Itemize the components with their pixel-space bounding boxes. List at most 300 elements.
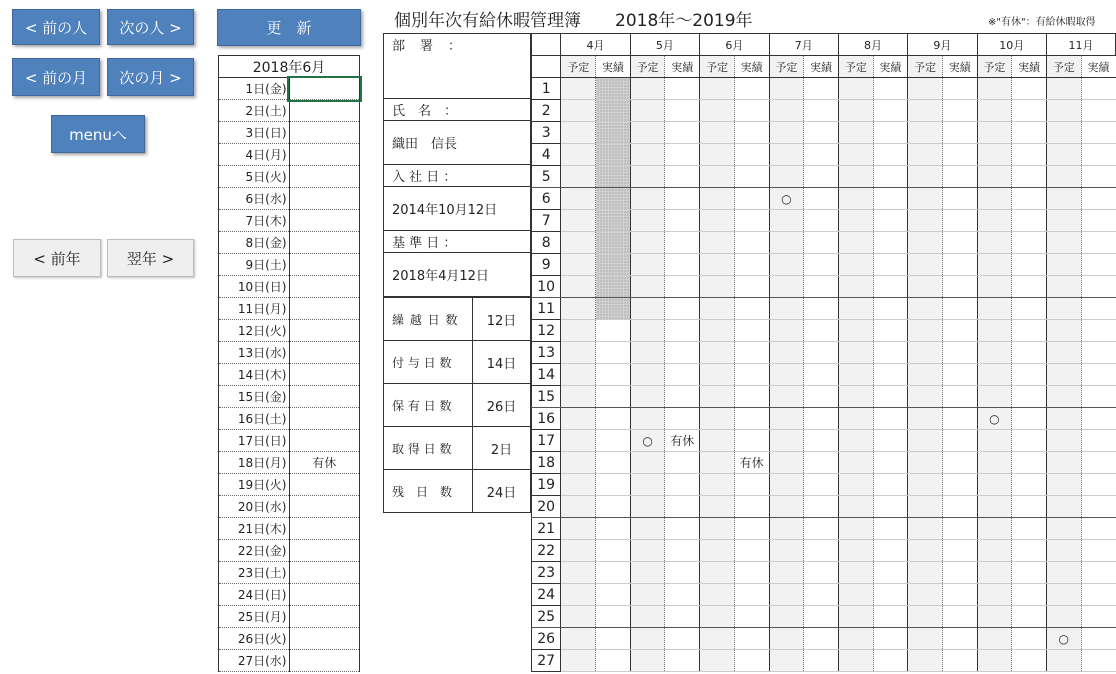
actual-cell[interactable] — [734, 386, 769, 408]
actual-cell[interactable] — [734, 650, 769, 672]
actual-cell[interactable] — [873, 166, 908, 188]
plan-cell[interactable] — [977, 606, 1012, 628]
plan-cell[interactable] — [977, 342, 1012, 364]
actual-cell[interactable] — [1012, 606, 1047, 628]
plan-cell[interactable] — [977, 276, 1012, 298]
plan-cell[interactable] — [977, 166, 1012, 188]
plan-cell[interactable] — [630, 584, 665, 606]
plan-cell[interactable] — [908, 188, 943, 210]
actual-cell[interactable] — [1012, 364, 1047, 386]
plan-cell[interactable] — [700, 100, 735, 122]
actual-cell[interactable] — [1081, 298, 1115, 320]
actual-cell[interactable] — [873, 78, 908, 100]
actual-cell[interactable] — [1081, 254, 1115, 276]
plan-cell[interactable] — [908, 342, 943, 364]
actual-cell[interactable]: 有休 — [665, 430, 700, 452]
plan-cell[interactable] — [700, 540, 735, 562]
plan-cell[interactable] — [1046, 166, 1081, 188]
calendar-value-cell[interactable] — [289, 210, 360, 232]
plan-cell[interactable] — [561, 276, 596, 298]
actual-cell[interactable] — [596, 364, 631, 386]
actual-cell[interactable] — [596, 188, 631, 210]
actual-cell[interactable] — [873, 540, 908, 562]
actual-cell[interactable] — [873, 254, 908, 276]
actual-cell[interactable] — [942, 254, 977, 276]
plan-cell[interactable] — [769, 584, 804, 606]
actual-cell[interactable] — [665, 210, 700, 232]
actual-cell[interactable] — [665, 254, 700, 276]
plan-cell[interactable] — [1046, 78, 1081, 100]
plan-cell[interactable] — [838, 122, 873, 144]
actual-cell[interactable] — [665, 452, 700, 474]
plan-cell[interactable] — [1046, 584, 1081, 606]
actual-cell[interactable] — [1081, 122, 1115, 144]
actual-cell[interactable] — [734, 320, 769, 342]
plan-cell[interactable] — [838, 628, 873, 650]
actual-cell[interactable] — [734, 430, 769, 452]
plan-cell[interactable] — [561, 188, 596, 210]
calendar-value-cell[interactable] — [289, 650, 360, 672]
calendar-value-cell[interactable] — [289, 386, 360, 408]
plan-cell[interactable] — [700, 188, 735, 210]
plan-cell[interactable] — [630, 606, 665, 628]
plan-cell[interactable] — [561, 474, 596, 496]
plan-cell[interactable] — [630, 166, 665, 188]
actual-cell[interactable] — [1081, 276, 1115, 298]
calendar-value-cell[interactable] — [289, 408, 360, 430]
actual-cell[interactable] — [734, 562, 769, 584]
plan-cell[interactable] — [700, 342, 735, 364]
actual-cell[interactable] — [873, 232, 908, 254]
calendar-value-cell[interactable] — [289, 606, 360, 628]
actual-cell[interactable] — [942, 166, 977, 188]
plan-cell[interactable] — [908, 628, 943, 650]
actual-cell[interactable] — [596, 122, 631, 144]
calendar-value-cell[interactable] — [289, 474, 360, 496]
plan-cell[interactable] — [630, 144, 665, 166]
actual-cell[interactable] — [1081, 562, 1115, 584]
actual-cell[interactable] — [665, 364, 700, 386]
actual-cell[interactable] — [804, 496, 839, 518]
actual-cell[interactable] — [873, 584, 908, 606]
actual-cell[interactable] — [665, 100, 700, 122]
plan-cell[interactable] — [630, 298, 665, 320]
actual-cell[interactable] — [1012, 298, 1047, 320]
actual-cell[interactable] — [1081, 320, 1115, 342]
actual-cell[interactable] — [804, 122, 839, 144]
actual-cell[interactable] — [734, 78, 769, 100]
plan-cell[interactable] — [561, 78, 596, 100]
actual-cell[interactable] — [873, 452, 908, 474]
actual-cell[interactable] — [804, 540, 839, 562]
plan-cell[interactable] — [561, 452, 596, 474]
plan-cell[interactable] — [1046, 562, 1081, 584]
plan-cell[interactable] — [630, 276, 665, 298]
plan-cell[interactable] — [769, 320, 804, 342]
plan-cell[interactable] — [561, 320, 596, 342]
calendar-value-cell[interactable] — [289, 144, 360, 166]
actual-cell[interactable] — [804, 166, 839, 188]
plan-cell[interactable] — [838, 276, 873, 298]
actual-cell[interactable] — [596, 408, 631, 430]
join-date-value[interactable]: 2014年10月12日 — [384, 187, 531, 231]
actual-cell[interactable] — [1012, 254, 1047, 276]
plan-cell[interactable] — [1046, 188, 1081, 210]
plan-cell[interactable] — [908, 584, 943, 606]
actual-cell[interactable] — [734, 100, 769, 122]
actual-cell[interactable] — [665, 232, 700, 254]
plan-cell[interactable] — [700, 210, 735, 232]
actual-cell[interactable] — [942, 452, 977, 474]
actual-cell[interactable] — [665, 562, 700, 584]
plan-cell[interactable] — [977, 254, 1012, 276]
actual-cell[interactable] — [596, 650, 631, 672]
plan-cell[interactable] — [561, 166, 596, 188]
actual-cell[interactable] — [596, 166, 631, 188]
actual-cell[interactable] — [873, 144, 908, 166]
name-value[interactable]: 織田 信長 — [384, 121, 531, 165]
plan-cell[interactable] — [769, 166, 804, 188]
plan-cell[interactable] — [1046, 254, 1081, 276]
actual-cell[interactable] — [1081, 584, 1115, 606]
plan-cell[interactable] — [769, 100, 804, 122]
plan-cell[interactable] — [630, 210, 665, 232]
actual-cell[interactable] — [804, 584, 839, 606]
plan-cell[interactable] — [769, 650, 804, 672]
plan-cell[interactable] — [561, 144, 596, 166]
plan-cell[interactable] — [561, 232, 596, 254]
actual-cell[interactable] — [804, 320, 839, 342]
actual-cell[interactable] — [873, 364, 908, 386]
plan-cell[interactable] — [1046, 364, 1081, 386]
actual-cell[interactable] — [804, 364, 839, 386]
plan-cell[interactable] — [700, 386, 735, 408]
plan-cell[interactable] — [838, 166, 873, 188]
actual-cell[interactable] — [1012, 540, 1047, 562]
actual-cell[interactable] — [804, 518, 839, 540]
plan-cell[interactable] — [1046, 452, 1081, 474]
plan-cell[interactable] — [700, 298, 735, 320]
actual-cell[interactable] — [1012, 518, 1047, 540]
actual-cell[interactable] — [942, 364, 977, 386]
prev-year-button[interactable]: < 前年 — [13, 239, 101, 277]
calendar-value-cell[interactable] — [289, 78, 360, 100]
plan-cell[interactable]: ○ — [1046, 628, 1081, 650]
plan-cell[interactable] — [1046, 298, 1081, 320]
menu-button[interactable]: menuへ — [51, 115, 145, 153]
actual-cell[interactable] — [942, 584, 977, 606]
plan-cell[interactable] — [838, 320, 873, 342]
actual-cell[interactable] — [1012, 122, 1047, 144]
actual-cell[interactable] — [942, 606, 977, 628]
actual-cell[interactable] — [596, 518, 631, 540]
actual-cell[interactable] — [596, 342, 631, 364]
actual-cell[interactable] — [1012, 650, 1047, 672]
plan-cell[interactable] — [769, 562, 804, 584]
actual-cell[interactable] — [1081, 78, 1115, 100]
actual-cell[interactable] — [596, 210, 631, 232]
actual-cell[interactable] — [942, 474, 977, 496]
plan-cell[interactable] — [630, 320, 665, 342]
plan-cell[interactable] — [1046, 320, 1081, 342]
actual-cell[interactable] — [804, 78, 839, 100]
plan-cell[interactable] — [977, 562, 1012, 584]
actual-cell[interactable] — [596, 496, 631, 518]
plan-cell[interactable] — [561, 100, 596, 122]
actual-cell[interactable] — [873, 276, 908, 298]
plan-cell[interactable] — [769, 430, 804, 452]
actual-cell[interactable] — [804, 452, 839, 474]
plan-cell[interactable] — [1046, 518, 1081, 540]
plan-cell[interactable] — [769, 122, 804, 144]
plan-cell[interactable] — [977, 298, 1012, 320]
plan-cell[interactable] — [908, 122, 943, 144]
plan-cell[interactable] — [700, 408, 735, 430]
actual-cell[interactable] — [1081, 628, 1115, 650]
plan-cell[interactable]: ○ — [977, 408, 1012, 430]
calendar-value-cell[interactable] — [289, 540, 360, 562]
actual-cell[interactable] — [596, 584, 631, 606]
plan-cell[interactable] — [769, 276, 804, 298]
plan-cell[interactable] — [977, 100, 1012, 122]
plan-cell[interactable] — [769, 144, 804, 166]
plan-cell[interactable] — [630, 650, 665, 672]
actual-cell[interactable] — [804, 254, 839, 276]
plan-cell[interactable] — [630, 364, 665, 386]
actual-cell[interactable] — [734, 540, 769, 562]
actual-cell[interactable] — [1012, 408, 1047, 430]
plan-cell[interactable] — [908, 518, 943, 540]
plan-cell[interactable] — [908, 408, 943, 430]
plan-cell[interactable] — [838, 606, 873, 628]
actual-cell[interactable] — [1012, 562, 1047, 584]
actual-cell[interactable] — [665, 320, 700, 342]
actual-cell[interactable] — [804, 298, 839, 320]
actual-cell[interactable] — [596, 320, 631, 342]
plan-cell[interactable] — [838, 144, 873, 166]
actual-cell[interactable] — [734, 122, 769, 144]
actual-cell[interactable] — [734, 628, 769, 650]
plan-cell[interactable] — [769, 452, 804, 474]
plan-cell[interactable] — [1046, 386, 1081, 408]
plan-cell[interactable] — [700, 606, 735, 628]
plan-cell[interactable] — [769, 78, 804, 100]
plan-cell[interactable] — [1046, 122, 1081, 144]
plan-cell[interactable] — [769, 386, 804, 408]
actual-cell[interactable] — [1012, 452, 1047, 474]
actual-cell[interactable] — [804, 100, 839, 122]
calendar-value-cell[interactable] — [289, 584, 360, 606]
actual-cell[interactable] — [873, 298, 908, 320]
plan-cell[interactable] — [700, 584, 735, 606]
actual-cell[interactable] — [942, 386, 977, 408]
actual-cell[interactable] — [873, 496, 908, 518]
plan-cell[interactable] — [838, 188, 873, 210]
actual-cell[interactable] — [1081, 100, 1115, 122]
plan-cell[interactable] — [977, 364, 1012, 386]
plan-cell[interactable] — [630, 562, 665, 584]
plan-cell[interactable] — [700, 628, 735, 650]
plan-cell[interactable] — [908, 430, 943, 452]
actual-cell[interactable] — [665, 298, 700, 320]
plan-cell[interactable] — [908, 144, 943, 166]
actual-cell[interactable] — [873, 122, 908, 144]
plan-cell[interactable] — [700, 144, 735, 166]
actual-cell[interactable] — [1012, 188, 1047, 210]
actual-cell[interactable] — [1081, 342, 1115, 364]
actual-cell[interactable] — [734, 408, 769, 430]
plan-cell[interactable] — [1046, 144, 1081, 166]
actual-cell[interactable] — [734, 188, 769, 210]
calendar-value-cell[interactable] — [289, 562, 360, 584]
plan-cell[interactable] — [838, 100, 873, 122]
actual-cell[interactable] — [1081, 650, 1115, 672]
actual-cell[interactable] — [1012, 496, 1047, 518]
actual-cell[interactable] — [596, 430, 631, 452]
plan-cell[interactable] — [1046, 210, 1081, 232]
actual-cell[interactable] — [942, 628, 977, 650]
plan-cell[interactable] — [1046, 540, 1081, 562]
plan-cell[interactable] — [838, 78, 873, 100]
plan-cell[interactable] — [561, 540, 596, 562]
plan-cell[interactable] — [908, 298, 943, 320]
plan-cell[interactable] — [769, 518, 804, 540]
calendar-value-cell[interactable] — [289, 232, 360, 254]
actual-cell[interactable] — [734, 298, 769, 320]
plan-cell[interactable] — [769, 408, 804, 430]
actual-cell[interactable] — [942, 78, 977, 100]
plan-cell[interactable] — [630, 232, 665, 254]
base-date-value[interactable]: 2018年4月12日 — [384, 253, 531, 297]
plan-cell[interactable] — [700, 78, 735, 100]
actual-cell[interactable] — [734, 276, 769, 298]
actual-cell[interactable] — [873, 188, 908, 210]
plan-cell[interactable] — [630, 386, 665, 408]
plan-cell[interactable] — [561, 628, 596, 650]
actual-cell[interactable] — [665, 496, 700, 518]
actual-cell[interactable] — [1081, 496, 1115, 518]
plan-cell[interactable] — [838, 650, 873, 672]
plan-cell[interactable] — [1046, 342, 1081, 364]
actual-cell[interactable] — [804, 144, 839, 166]
next-year-button[interactable]: 翌年 > — [107, 239, 194, 277]
plan-cell[interactable] — [700, 430, 735, 452]
actual-cell[interactable] — [1012, 210, 1047, 232]
actual-cell[interactable] — [1081, 386, 1115, 408]
plan-cell[interactable] — [908, 364, 943, 386]
plan-cell[interactable] — [769, 254, 804, 276]
plan-cell[interactable] — [838, 232, 873, 254]
plan-cell[interactable] — [908, 166, 943, 188]
actual-cell[interactable] — [596, 474, 631, 496]
plan-cell[interactable] — [908, 452, 943, 474]
plan-cell[interactable] — [838, 452, 873, 474]
actual-cell[interactable] — [596, 100, 631, 122]
plan-cell[interactable] — [977, 628, 1012, 650]
actual-cell[interactable] — [1012, 584, 1047, 606]
plan-cell[interactable] — [838, 518, 873, 540]
actual-cell[interactable] — [665, 276, 700, 298]
actual-cell[interactable] — [734, 342, 769, 364]
actual-cell[interactable] — [804, 276, 839, 298]
actual-cell[interactable] — [1081, 408, 1115, 430]
plan-cell[interactable] — [561, 430, 596, 452]
actual-cell[interactable] — [1081, 474, 1115, 496]
actual-cell[interactable] — [1081, 144, 1115, 166]
actual-cell[interactable] — [1081, 232, 1115, 254]
actual-cell[interactable] — [873, 100, 908, 122]
actual-cell[interactable] — [1081, 540, 1115, 562]
actual-cell[interactable] — [942, 650, 977, 672]
actual-cell[interactable] — [596, 298, 631, 320]
plan-cell[interactable] — [838, 562, 873, 584]
actual-cell[interactable] — [734, 232, 769, 254]
plan-cell[interactable] — [908, 210, 943, 232]
actual-cell[interactable] — [804, 430, 839, 452]
actual-cell[interactable] — [734, 254, 769, 276]
actual-cell[interactable] — [1012, 276, 1047, 298]
calendar-value-cell[interactable] — [289, 100, 360, 122]
plan-cell[interactable] — [630, 518, 665, 540]
actual-cell[interactable] — [734, 144, 769, 166]
plan-cell[interactable] — [561, 364, 596, 386]
plan-cell[interactable] — [561, 562, 596, 584]
plan-cell[interactable] — [908, 78, 943, 100]
actual-cell[interactable] — [665, 342, 700, 364]
plan-cell[interactable] — [561, 650, 596, 672]
actual-cell[interactable] — [1012, 100, 1047, 122]
actual-cell[interactable] — [804, 628, 839, 650]
actual-cell[interactable] — [596, 606, 631, 628]
calendar-value-cell[interactable] — [289, 122, 360, 144]
actual-cell[interactable] — [942, 100, 977, 122]
actual-cell[interactable] — [596, 78, 631, 100]
plan-cell[interactable] — [561, 386, 596, 408]
actual-cell[interactable] — [804, 474, 839, 496]
calendar-value-cell[interactable] — [289, 254, 360, 276]
plan-cell[interactable] — [838, 540, 873, 562]
actual-cell[interactable] — [804, 386, 839, 408]
actual-cell[interactable] — [942, 496, 977, 518]
actual-cell[interactable] — [942, 430, 977, 452]
calendar-value-cell[interactable] — [289, 496, 360, 518]
plan-cell[interactable] — [977, 122, 1012, 144]
plan-cell[interactable] — [630, 474, 665, 496]
plan-cell[interactable] — [908, 606, 943, 628]
plan-cell[interactable] — [630, 188, 665, 210]
plan-cell[interactable] — [630, 408, 665, 430]
actual-cell[interactable] — [873, 430, 908, 452]
actual-cell[interactable] — [596, 276, 631, 298]
plan-cell[interactable] — [977, 584, 1012, 606]
plan-cell[interactable] — [630, 100, 665, 122]
plan-cell[interactable] — [561, 298, 596, 320]
calendar-value-cell[interactable] — [289, 364, 360, 386]
plan-cell[interactable] — [1046, 408, 1081, 430]
actual-cell[interactable] — [1081, 518, 1115, 540]
plan-cell[interactable] — [908, 276, 943, 298]
actual-cell[interactable] — [596, 386, 631, 408]
actual-cell[interactable] — [734, 210, 769, 232]
actual-cell[interactable] — [873, 628, 908, 650]
actual-cell[interactable] — [596, 144, 631, 166]
calendar-value-cell[interactable] — [289, 628, 360, 650]
plan-cell[interactable] — [908, 320, 943, 342]
plan-cell[interactable] — [908, 474, 943, 496]
actual-cell[interactable] — [596, 562, 631, 584]
plan-cell[interactable] — [561, 122, 596, 144]
plan-cell[interactable] — [630, 452, 665, 474]
